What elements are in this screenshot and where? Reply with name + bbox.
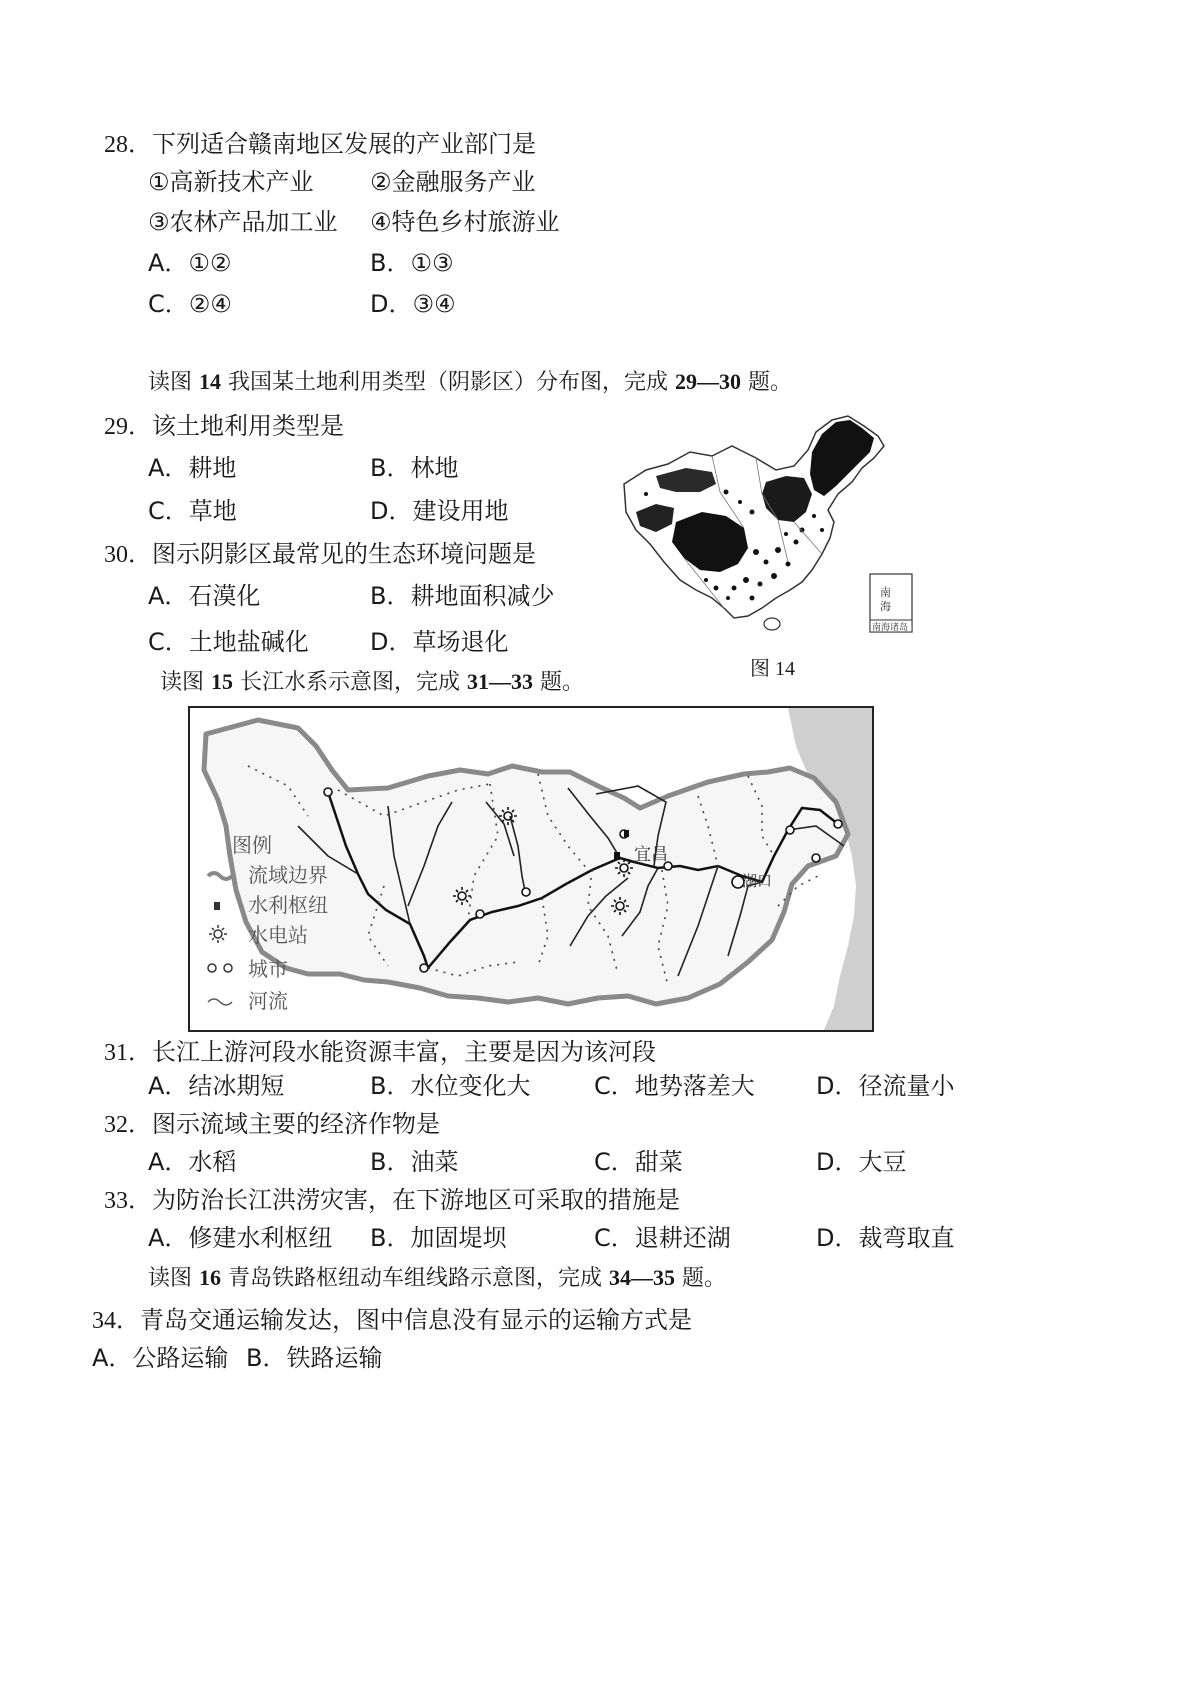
question-32: 32．图示流域主要的经济作物是 xyxy=(104,1110,440,1138)
option-a: A．修建水利枢纽 xyxy=(148,1224,333,1252)
intro-31-33: 读图 15 长江水系示意图，完成 31—33 题。 xyxy=(160,669,584,695)
option-a: A．石漠化 xyxy=(148,582,261,610)
city-marker xyxy=(786,826,794,834)
option-b: B．油菜 xyxy=(370,1148,459,1176)
legend-hub-icon xyxy=(214,902,220,910)
legend-item: 城市 xyxy=(248,957,288,981)
option-a: A．耕地 xyxy=(148,454,237,482)
legend-city-icon xyxy=(224,964,232,972)
option-b: B．加固堤坝 xyxy=(370,1224,507,1252)
option-d: D．③④ xyxy=(370,290,456,318)
legend-item: 河流 xyxy=(248,989,288,1013)
option-b: B．①③ xyxy=(370,249,454,277)
option-a: A．结冰期短 xyxy=(148,1072,285,1100)
water-hub-icon xyxy=(614,852,620,860)
option-d: D．大豆 xyxy=(816,1148,907,1176)
item-1: ①高新技术产业 xyxy=(148,168,314,196)
figure-14-china-map xyxy=(616,412,916,638)
option-d: D．草场退化 xyxy=(370,628,509,656)
inset-label-2: 海 xyxy=(880,600,891,613)
city-marker xyxy=(324,788,332,796)
legend-item: 水利枢纽 xyxy=(248,893,328,917)
option-c: C．地势落差大 xyxy=(594,1072,755,1100)
question-30: 30．图示阴影区最常见的生态环境问题是 xyxy=(104,540,536,568)
intro-29-30: 读图 14 我国某土地利用类型（阴影区）分布图，完成 29—30 题。 xyxy=(148,369,792,395)
option-d: D．径流量小 xyxy=(816,1072,955,1100)
option-b: B．耕地面积减少 xyxy=(370,582,555,610)
item-3: ③农林产品加工业 xyxy=(148,208,338,236)
figure-15-yangtze-map xyxy=(188,706,874,1032)
legend-title: 图例 xyxy=(232,833,272,857)
hainan-island xyxy=(764,618,780,630)
option-c: C．退耕还湖 xyxy=(594,1224,731,1252)
question-28 xyxy=(104,128,536,161)
item-2: ②金融服务产业 xyxy=(370,168,536,196)
question-29: 29．该土地利用类型是 xyxy=(104,412,344,440)
question-number: 28． xyxy=(104,132,152,158)
option-a: A．公路运输 xyxy=(92,1344,229,1372)
city-marker xyxy=(812,854,820,862)
option-b: B．水位变化大 xyxy=(370,1072,531,1100)
option-c: C．土地盐碱化 xyxy=(148,628,309,656)
option-c: C．②④ xyxy=(148,290,232,318)
inset-label-1: 南 xyxy=(880,586,891,599)
city-marker xyxy=(420,964,428,972)
option-a: A．①② xyxy=(148,249,232,277)
question-34: 34．青岛交通运输发达，图中信息没有显示的运输方式是 xyxy=(92,1306,692,1334)
question-31: 31．长江上游河段水能资源丰富，主要是因为该河段 xyxy=(104,1038,656,1066)
option-d: D．裁弯取直 xyxy=(816,1224,955,1252)
intro-34-35: 读图 16 青岛铁路枢纽动车组线路示意图，完成 34—35 题。 xyxy=(148,1265,726,1291)
question-stem: 下列适合赣南地区发展的产业部门是 xyxy=(152,130,536,158)
legend-city-icon xyxy=(208,964,216,972)
option-a: A．水稻 xyxy=(148,1148,237,1176)
option-c: C．甜菜 xyxy=(594,1148,683,1176)
legend-item: 水电站 xyxy=(248,923,308,947)
option-d: D．建设用地 xyxy=(370,497,509,525)
option-c: C．草地 xyxy=(148,497,237,525)
figure-14-caption: 图 14 xyxy=(750,658,795,680)
inset-footer: 南海诸岛 xyxy=(872,623,909,633)
label-yichang: 宜昌 xyxy=(634,845,668,865)
city-marker xyxy=(476,910,484,918)
item-4: ④特色乡村旅游业 xyxy=(370,208,560,236)
question-33: 33．为防治长江洪涝灾害，在下游地区可采取的措施是 xyxy=(104,1186,680,1214)
option-b: B．林地 xyxy=(370,454,459,482)
legend-item: 流域边界 xyxy=(248,863,328,887)
label-hukou: 湖口 xyxy=(742,872,773,890)
option-b: B．铁路运输 xyxy=(246,1344,383,1372)
water-hub-icon xyxy=(624,830,629,837)
city-marker xyxy=(522,888,530,896)
city-marker xyxy=(834,820,842,828)
